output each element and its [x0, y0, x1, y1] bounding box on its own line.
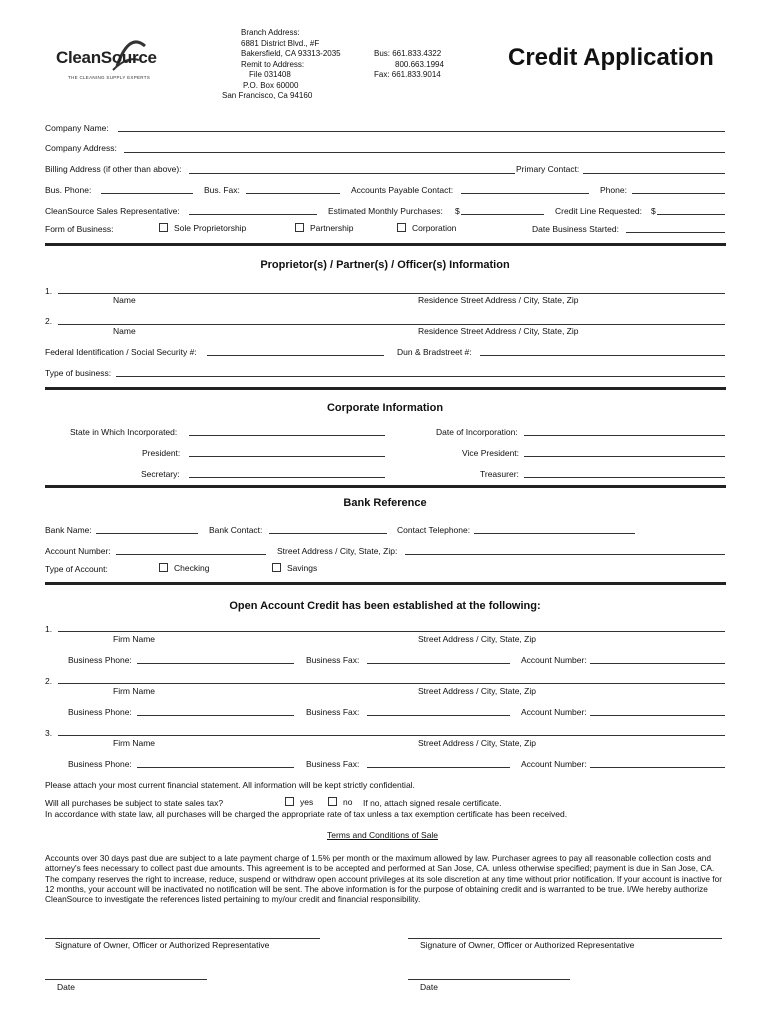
branch-line: File 031408 — [249, 70, 291, 79]
billing-address-field[interactable] — [189, 173, 515, 174]
name-caption: Name — [113, 295, 136, 305]
credit-line-label: Credit Line Requested: — [555, 206, 642, 216]
firm-1-account-field[interactable] — [590, 663, 725, 664]
signature-1-field[interactable] — [45, 938, 320, 939]
company-address-label: Company Address: — [45, 143, 117, 153]
vice-president-label: Vice President: — [462, 448, 520, 458]
est-purchases-field[interactable] — [461, 214, 544, 215]
partnership-checkbox[interactable] — [295, 223, 353, 233]
firm-3-account-field[interactable] — [590, 767, 725, 768]
credit-line-field[interactable] — [657, 214, 725, 215]
savings-checkbox[interactable] — [272, 563, 317, 573]
branch-line: Branch Address: — [241, 28, 300, 37]
primary-contact-field[interactable] — [583, 173, 725, 174]
partnership-label: Partnership — [310, 223, 354, 233]
account-number-label: Account Number: — [521, 655, 587, 665]
proprietors-section-title: Proprietor(s) / Partner(s) / Officer(s) Information — [260, 259, 510, 271]
branch-line: P.O. Box 60000 — [243, 80, 299, 90]
fax: Fax: 661.833.9014 — [374, 70, 441, 79]
firm-2-phone-field[interactable] — [137, 715, 294, 716]
corporation-label: Corporation — [412, 223, 457, 233]
est-purchases-label: Estimated Monthly Purchases: — [328, 206, 443, 216]
row-number: 3. — [45, 728, 53, 738]
business-fax-label: Business Fax: — [306, 707, 360, 717]
checkbox-icon — [272, 563, 281, 572]
type-of-business-label: Type of business: — [45, 368, 112, 378]
bank-name-label: Bank Name: — [45, 525, 92, 535]
row-number: 2. — [45, 676, 53, 686]
resale-note: If no, attach signed resale certificate. — [363, 798, 502, 808]
branch-line: Bakersfield, CA 93313-2035 — [241, 49, 341, 58]
contact-telephone-label: Contact Telephone: — [397, 525, 471, 535]
business-fax-label: Business Fax: — [306, 759, 360, 769]
bank-contact-field[interactable] — [269, 533, 387, 534]
firm-1-phone-field[interactable] — [137, 663, 294, 664]
proprietor-2-field[interactable] — [58, 324, 725, 325]
firm-3-field[interactable] — [58, 735, 725, 736]
company-name-label: Company Name: — [45, 123, 109, 133]
row-number: 1. — [45, 624, 53, 634]
form-of-business-label: Form of Business: — [45, 224, 114, 234]
business-phone-label: Business Phone: — [68, 707, 132, 717]
bank-section-title: Bank Reference — [343, 497, 427, 509]
section-divider — [45, 582, 726, 585]
tax-no-label: no — [343, 797, 353, 807]
fed-id-label: Federal Identification / Social Security #: — [45, 347, 197, 357]
account-number-field[interactable] — [116, 554, 266, 555]
contact-telephone-field[interactable] — [474, 533, 635, 534]
checking-label: Checking — [174, 563, 210, 573]
checkbox-icon — [397, 223, 406, 232]
company-address-field[interactable] — [124, 152, 725, 153]
date-1-caption: Date — [57, 982, 75, 992]
residence-caption: Residence Street Address / City, State, Zip — [418, 326, 579, 336]
business-phone-label: Business Phone: — [68, 655, 132, 665]
name-caption: Name — [113, 326, 136, 336]
treasurer-field[interactable] — [524, 477, 725, 478]
checkbox-icon — [295, 223, 304, 232]
sales-rep-label: CleanSource Sales Representative: — [45, 206, 180, 216]
section-divider — [45, 243, 726, 246]
proprietor-1-field[interactable] — [58, 293, 725, 294]
date-1-field[interactable] — [45, 979, 207, 980]
secretary-field[interactable] — [189, 477, 385, 478]
sole-proprietorship-checkbox[interactable] — [159, 223, 246, 233]
checking-checkbox[interactable] — [159, 563, 209, 573]
savings-label: Savings — [287, 563, 318, 573]
terms-text: Accounts over 30 days past due are subject to a late payment charge of 1.5% per month or the maximum allowed by law. Purchaser agrees to pay all reasonable collection costs and attorney's fees necessary to collect past due amounts. This agreement is to be accepted and performed at San Jose, CA. unless otherwise specified; payment is due in San Jose, CA. The company reserves the right to increase, reduce, suspend or withdraw open account privileges at its sole discretion at any time without prior notification. If your account is inactive for 12 months, your account will be inactivated no notification will be sent. The above information is for the purpose of obtaining credit and is warranted to be true. I/We hereby authorize CleanSource to investigate the references listed pertaining to my/our credit and financial responsibility. — [45, 853, 722, 905]
firm-name-caption: Firm Name — [113, 686, 156, 696]
sole-proprietorship-label: Sole Proprietorship — [174, 223, 247, 233]
primary-contact-label: Primary Contact: — [516, 164, 580, 174]
terms-title: Terms and Conditions of Sale — [327, 830, 439, 840]
account-number-label: Account Number: — [521, 759, 587, 769]
type-of-business-field[interactable] — [116, 376, 725, 377]
date-2-caption: Date — [420, 982, 438, 992]
firm-1-fax-field[interactable] — [367, 663, 510, 664]
date-incorporation-field[interactable] — [524, 435, 725, 436]
section-divider — [45, 485, 726, 488]
attach-note: Please attach your most current financial statement. All information will be kept strictly confidential. — [45, 780, 415, 790]
toll-free: 800.663.1994 — [395, 59, 444, 69]
tax-yes-checkbox[interactable] — [285, 797, 313, 807]
firm-street-caption: Street Address / City, State, Zip — [418, 686, 536, 696]
section-divider — [45, 387, 726, 390]
logo-tagline: THE CLEANING SUPPLY EXPERTS — [68, 75, 151, 80]
vice-president-field[interactable] — [524, 456, 725, 457]
est-purchases-dollar: $ — [455, 206, 460, 216]
firm-name-caption: Firm Name — [113, 634, 156, 644]
state-incorporated-label: State in Which Incorporated: — [70, 427, 178, 437]
president-field[interactable] — [189, 456, 385, 457]
firm-2-fax-field[interactable] — [367, 715, 510, 716]
firm-street-caption: Street Address / City, State, Zip — [418, 738, 536, 748]
billing-address-label: Billing Address (if other than above): — [45, 164, 182, 174]
signature-1-caption: Signature of Owner, Officer or Authorized Representative — [55, 940, 270, 950]
date-incorporation-label: Date of Incorporation: — [436, 427, 518, 437]
date-2-field[interactable] — [408, 979, 570, 980]
checkbox-icon — [159, 563, 168, 572]
checkbox-icon — [159, 223, 168, 232]
contact-block — [374, 49, 444, 81]
bus-phone-field[interactable] — [101, 193, 193, 194]
logo-brand: CleanSource — [56, 48, 157, 67]
bus-fax-field[interactable] — [246, 193, 340, 194]
branch-line: San Francisco, Ca 94160 — [222, 91, 313, 100]
phone-label: Phone: — [600, 185, 627, 195]
business-fax-label: Business Fax: — [306, 655, 360, 665]
credit-section-title: Open Account Credit has been established at the following: — [229, 600, 541, 612]
date-started-label: Date Business Started: — [532, 224, 619, 234]
bus-fax-label: Bus. Fax: — [204, 185, 240, 195]
firm-3-phone-field[interactable] — [137, 767, 294, 768]
firm-2-field[interactable] — [58, 683, 725, 684]
firm-name-caption: Firm Name — [113, 738, 156, 748]
bus-phone-label: Bus. Phone: — [45, 185, 92, 195]
president-label: President: — [142, 448, 181, 458]
date-started-field[interactable] — [626, 232, 725, 233]
secretary-label: Secretary: — [141, 469, 180, 479]
bank-contact-label: Bank Contact: — [209, 525, 263, 535]
logo — [52, 42, 177, 90]
phone-field[interactable] — [632, 193, 725, 194]
tax-no-checkbox[interactable] — [328, 797, 352, 807]
page-title: Credit Application — [508, 44, 714, 71]
residence-caption: Residence Street Address / City, State, Zip — [418, 295, 579, 305]
tax-question: Will all purchases be subject to state sales tax? — [45, 798, 224, 808]
firm-street-caption: Street Address / City, State, Zip — [418, 634, 536, 644]
bank-street-label: Street Address / City, State, Zip: — [277, 546, 398, 556]
tax-yes-label: yes — [300, 797, 314, 807]
business-phone-label: Business Phone: — [68, 759, 132, 769]
ap-contact-label: Accounts Payable Contact: — [351, 185, 454, 195]
signature-2-caption: Signature of Owner, Officer or Authorized Representative — [420, 940, 635, 950]
branch-line: Remit to Address: — [241, 59, 305, 69]
account-number-label: Account Number: — [521, 707, 587, 717]
company-name-field[interactable] — [118, 131, 725, 132]
sales-rep-field[interactable] — [189, 214, 317, 215]
type-of-account-label: Type of Account: — [45, 564, 108, 574]
branch-address-block — [222, 28, 341, 102]
duns-field[interactable] — [480, 355, 725, 356]
branch-line: 6881 District Blvd., #F — [241, 38, 320, 48]
firm-3-fax-field[interactable] — [367, 767, 510, 768]
duns-label: Dun & Bradstreet #: — [397, 347, 472, 357]
signature-2-field[interactable] — [408, 938, 722, 939]
corporate-section-title: Corporate Information — [326, 402, 444, 414]
firm-1-field[interactable] — [58, 631, 725, 632]
account-number-label: Account Number: — [45, 546, 111, 556]
fed-id-field[interactable] — [207, 355, 384, 356]
row-number: 1. — [45, 286, 53, 296]
tax-law-note: In accordance with state law, all purchases will be charged the appropriate rate of tax unless a tax exemption certificate has been received. — [45, 809, 568, 819]
firm-2-account-field[interactable] — [590, 715, 725, 716]
row-number: 2. — [45, 316, 53, 326]
state-incorporated-field[interactable] — [189, 435, 385, 436]
credit-line-dollar: $ — [651, 206, 656, 216]
checkbox-icon — [328, 797, 337, 806]
checkbox-icon — [285, 797, 294, 806]
treasurer-label: Treasurer: — [480, 469, 519, 479]
corporation-checkbox[interactable] — [397, 223, 456, 233]
ap-contact-field[interactable] — [461, 193, 589, 194]
bank-name-field[interactable] — [96, 533, 198, 534]
bus-phone: Bus: 661.833.4322 — [374, 49, 442, 58]
bank-street-field[interactable] — [405, 554, 725, 555]
